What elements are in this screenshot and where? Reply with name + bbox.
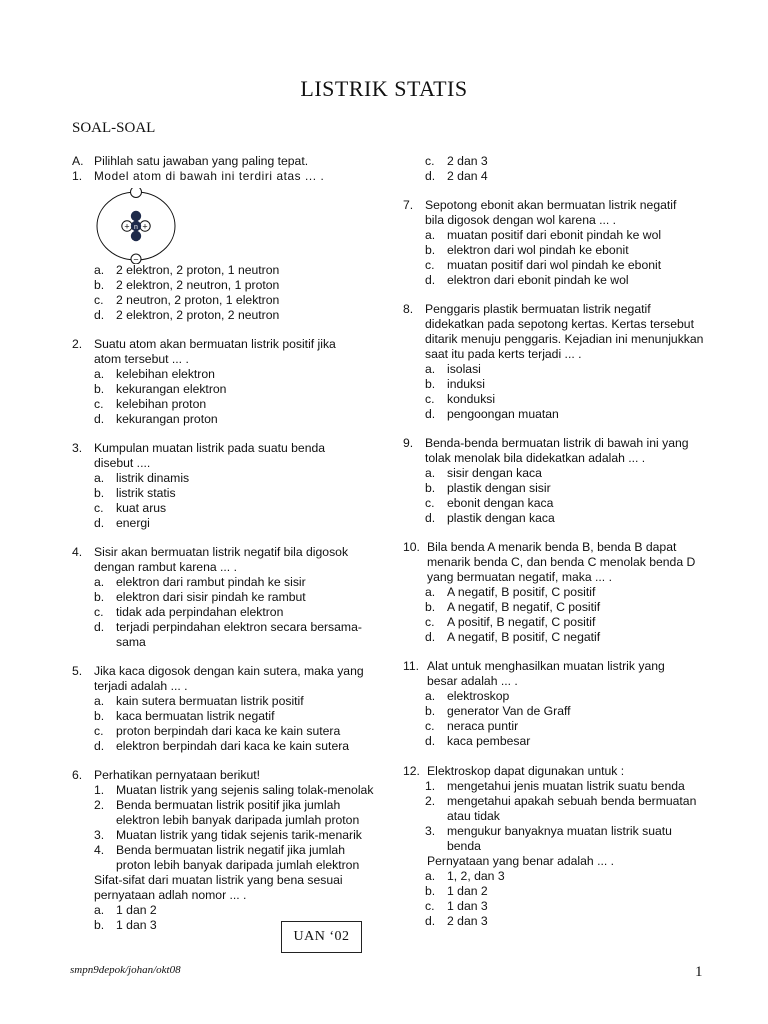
question-number: 7. [403,198,414,212]
option-b[interactable]: b. 2 elektron, 2 neutron, 1 proton [94,278,280,292]
question-text: Perhatikan pernyataan berikut! [94,768,260,782]
question-3 [72,441,350,531]
neutron-center-label: n [134,224,138,231]
option-c[interactable]: c. kuat arus [94,501,167,515]
option-c[interactable]: c. tidak ada perpindahan elektron [94,605,284,619]
question-text: Elektroskop dapat digunakan untuk : [427,764,625,778]
option-b[interactable]: b. listrik statis [94,486,176,500]
option-d[interactable]: d. A negatif, B positif, C negatif [425,630,601,644]
question-text: Kumpulan muatan listrik pada suatu benda disebut .... [94,441,326,470]
question-12 [403,764,703,929]
option-c[interactable]: c. 2 dan 3 [425,154,488,168]
question-text: Suatu atom akan bermuatan listrik positif jika atom tersebut ... . [94,337,336,366]
question-text: Sepotong ebonit akan bermuatan listrik negatif bila digosok dengan wol karena ... . [425,198,677,227]
proton-right-sign: + [142,221,148,232]
option-b[interactable]: b. A negatif, B negatif, C positif [425,600,601,614]
question-text: Penggaris plastik bermuatan listrik negatif didekatkan pada sepotong kertas. Kertas tersebut ditarik menuju penggaris. Kejadian ini menunjukkan saat itu pada kerts terjadi ... . [425,302,704,361]
option-d[interactable]: d. plastik dengan kaca [425,511,555,525]
option-b[interactable]: b. 1 dan 3 [94,918,157,932]
question-5 [72,664,378,754]
page-title: LISTRIK STATIS [300,76,468,101]
question-number: 10. [403,540,420,554]
option-c[interactable]: c. neraca puntir [425,719,519,733]
option-a[interactable]: a. kelebihan elektron [94,367,215,381]
option-d[interactable]: d. elektron berpindah dari kaca ke kain sutera [94,739,350,753]
question-number: 2. [72,337,83,351]
question-10 [403,540,709,645]
electron-top [131,188,142,198]
option-a[interactable]: a. 1 dan 2 [94,903,157,917]
question-number: 12. [403,764,420,778]
question-text: Jika kaca digosok dengan kain sutera, maka yang terjadi adalah ... . [94,664,364,693]
option-d[interactable]: d. energi [94,516,150,530]
neutron-top [131,211,141,221]
option-c[interactable]: c. kelebihan proton [94,397,207,411]
option-d[interactable]: d. pengoongan muatan [425,407,559,421]
question-number: 1. [72,169,83,183]
instruction [72,154,372,169]
instruction-label: A. [72,154,84,168]
option-b[interactable]: b. induksi [425,377,485,391]
option-b[interactable]: b. 1 dan 2 [425,884,488,898]
option-d[interactable]: d. terjadi perpindahan elektron secara bersama-sama [94,620,362,649]
option-b[interactable]: b. elektron dari wol pindah ke ebonit [425,243,629,257]
footer-credit: smpn9depok/johan/okt08 [70,964,181,976]
option-b[interactable]: b. kekurangan elektron [94,382,227,396]
option-b[interactable]: b. elektron dari sisir pindah ke rambut [94,590,306,604]
question-6 [72,768,378,933]
question-text: Alat untuk menghasilkan muatan listrik yang besar adalah ... . [427,659,665,688]
option-d[interactable]: d. kekurangan proton [94,412,218,426]
question-number: 6. [72,768,83,782]
question-1-options [72,263,372,323]
statement-1: 1. mengetahui jenis muatan listrik suatu benda [425,779,685,793]
option-b[interactable]: b. generator Van de Graff [425,704,571,718]
option-d[interactable]: d. kaca pembesar [425,734,531,748]
question-text: Sisir akan bermuatan listrik negatif bila digosok dengan rambut karena ... . [94,545,349,574]
question-number: 5. [72,664,83,678]
question-2 [72,337,350,427]
option-c[interactable]: c. proton berpindah dari kaca ke kain sutera [94,724,341,738]
statement-1: 1. Muatan listrik yang sejenis saling tolak-menolak [94,783,374,797]
question-9 [403,436,709,526]
question-11 [403,659,693,749]
question-number: 8. [403,302,414,316]
question-4 [72,545,378,650]
statement-4: 4. Benda bermuatan listrik negatif jika jumlah proton lebih banyak daripada jumlah elektron [94,843,360,872]
question-prompt: Sifat-sifat dari muatan listrik yang bena sesuai pernyataan adlah nomor ... . [94,873,343,902]
option-a[interactable]: a. 1, 2, dan 3 [425,869,505,883]
option-a[interactable]: a. listrik dinamis [94,471,190,485]
question-number: 3. [72,441,83,455]
question-prompt: Pernyataan yang benar adalah ... . [427,854,615,868]
option-a[interactable]: a. muatan positif dari ebonit pindah ke wol [425,228,662,242]
instruction-text: Pilihlah satu jawaban yang paling tepat. [94,154,309,168]
page-number: 1 [695,964,703,980]
option-b[interactable]: b. plastik dengan sisir [425,481,551,495]
proton-left-sign: + [124,221,130,232]
electron-sign: − [133,254,139,264]
option-a[interactable]: a. A negatif, B positif, C positif [425,585,596,599]
question-number: 4. [72,545,83,559]
neutron-bottom [131,231,141,241]
question-1 [72,169,372,184]
option-d[interactable]: d. 2 dan 3 [425,914,488,928]
statement-3: 3. Muatan listrik yang tidak sejenis tarik-menarik [94,828,362,842]
uan-stamp: UAN ‘02 [281,921,362,953]
question-8 [403,302,709,422]
question-text: Benda-benda bermuatan listrik di bawah ini yang tolak menolak bila didekatkan adalah ... . [425,436,689,465]
option-a[interactable]: a. elektron dari rambut pindah ke sisir [94,575,306,589]
option-d[interactable]: d. elektron dari ebonit pindah ke wol [425,273,629,287]
question-text: Bila benda A menarik benda B, benda B dapat menarik benda C, dan benda C menolak benda D yang bermuatan negatif, maka ... . [427,540,696,584]
statement-2: 2. Benda bermuatan listrik positif jika jumlah elektron lebih banyak daripada jumlah proton [94,798,360,827]
question-6-continued [403,154,713,184]
option-c[interactable]: c. muatan positif dari wol pindah ke ebonit [425,258,662,272]
option-c[interactable]: c. ebonit dengan kaca [425,496,554,510]
option-c[interactable]: c. 1 dan 3 [425,899,488,913]
option-a[interactable]: a. isolasi [425,362,481,376]
option-a[interactable]: a. kain sutera bermuatan listrik positif [94,694,304,708]
option-a[interactable]: a. elektroskop [425,689,510,703]
option-a[interactable]: a. 2 elektron, 2 proton, 1 neutron [94,263,280,277]
option-c[interactable]: c. 2 neutron, 2 proton, 1 elektron [94,293,280,307]
option-c[interactable]: c. konduksi [425,392,496,406]
question-number: 11. [403,659,420,673]
question-number: 9. [403,436,414,450]
option-d[interactable]: d. 2 dan 4 [425,169,488,183]
option-b[interactable]: b. kaca bermuatan listrik negatif [94,709,275,723]
question-7 [403,198,693,288]
statement-3: 3. mengukur banyaknya muatan listrik suatu benda [425,824,672,853]
option-a[interactable]: a. sisir dengan kaca [425,466,542,480]
option-d[interactable]: d. 2 elektron, 2 proton, 2 neutron [94,308,280,322]
statement-2: 2. mengetahui apakah sebuah benda bermuatan atau tidak [425,794,697,823]
option-c[interactable]: c. A positif, B negatif, C positif [425,615,596,629]
question-text: Model atom di bawah ini terdiri atas ... . [94,169,325,183]
atom-diagram [90,188,182,264]
section-heading: SOAL-SOAL [72,120,156,136]
